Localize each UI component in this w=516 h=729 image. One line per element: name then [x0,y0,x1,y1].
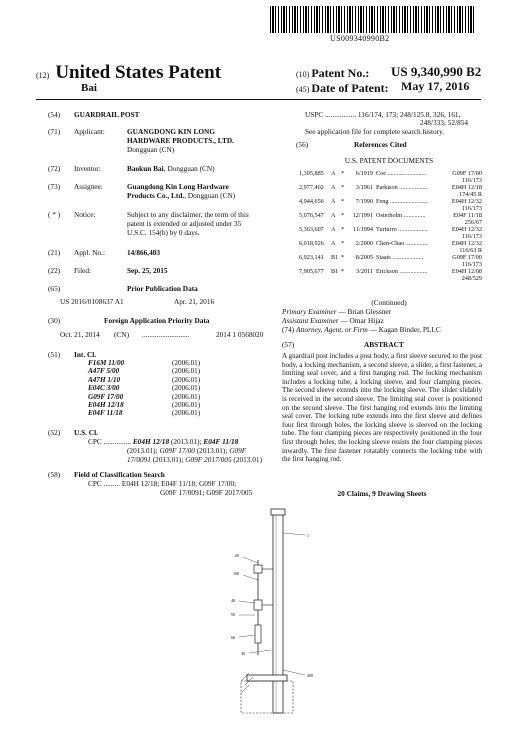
ref-class: G09F 17/00 116/173 [452,170,482,184]
primary-examiner-label: Primary Examiner [282,307,337,316]
code-74: (74) [282,325,295,334]
base-plate-shape [247,675,287,681]
cpc-sep-2: (2013.01); [127,446,160,455]
field-notice [48,210,278,238]
ref-label-100: 100 [233,571,239,576]
reference-row [299,212,482,226]
inventor-name: Baokun Bai [127,164,164,173]
reference-row [299,198,482,212]
prior-pub-date: Apr. 21, 2016 [174,297,215,306]
code-21: (21) [48,248,61,257]
patent-no-value: US 9,340,990 B2 [391,64,482,79]
united-states-patent: United States Patent [55,62,222,83]
int-cl-row [88,384,200,392]
claims-summary: 20 Claims, 9 Drawing Sheets [337,489,427,498]
us-cl-heading: U.S. Cl. [74,428,98,437]
filed-label: Filed: [74,266,92,275]
code-51: (51) [48,350,61,359]
reference-row [299,226,482,240]
primary-examiner-name: — Brian Glessner [336,307,392,316]
us-cl-line-3 [127,455,262,464]
int-cl-table [88,359,200,418]
reference-row [299,184,482,198]
leader-20 [243,557,258,563]
ref-class: E04H 12/08 248/529 [451,268,482,282]
field-65 [48,284,278,306]
code-72: (72) [48,164,61,173]
ref-date: 11/1994 [352,226,373,233]
appl-no-label: Appl. No.: [74,248,106,257]
leader-40 [239,601,255,603]
ref-class: G09F 17/00 116/173 [452,254,482,268]
ref-class: E04H 12/32 116/173 [451,198,482,212]
ref-inventor: Osterholm .............. [376,212,426,219]
ref-kind: A [331,240,336,247]
foreign-priority-date: Oct. 21, 2014 [60,330,100,339]
assistant-examiner-name: — Omar Hijaz [338,316,384,325]
ref-star: * [341,184,345,191]
field-search-line-1: CPC ......... E04H 12/18; E04F 11/18; G09F 17/00; [88,479,237,488]
code-65: (65) [48,284,61,293]
ref-date: 12/1991 [352,212,373,219]
references-cited-heading: References Cited [354,140,407,149]
inventor-surname: Bai [81,82,97,94]
field-73 [48,182,278,202]
assignee-label: Assignee: [74,182,103,191]
foreign-priority-number: 2014 1 0568020 [216,330,264,339]
int-cl-code: E04C 3/00 [88,384,120,393]
ref-star: * [341,226,345,233]
field-22 [48,266,278,276]
applicant-label: Applicant: [74,127,105,136]
ref-date: 2/2000 [355,240,373,247]
leader-30 [249,650,271,653]
cpc-sep-3: (2013.01); [194,446,230,455]
int-cl-row [88,367,200,375]
applicant-name-1: GUANGDONG KIN LONG [127,127,215,136]
ref-label-30: 30 [241,651,245,656]
ref-star: * [341,240,345,247]
int-cl-code: E04H 12/18 [88,401,124,410]
int-cl-row [88,409,200,417]
field-56 [296,140,482,150]
cpc-17-0091: 17/0091 [127,455,151,464]
code-57: (57) [282,340,295,349]
field-58 [48,470,280,498]
ref-class: E04H 12/32 116/173 [451,226,482,240]
ref-number: 5,076,547 [299,212,324,219]
code-45: (45) [296,85,310,94]
primary-examiner [282,307,391,316]
assignee-line-2: Products Co., Ltd. [127,191,185,200]
ref-inventor: Staats .................... [376,254,424,261]
foreign-priority-heading: Foreign Application Priority Data [104,316,210,325]
patent-barcode [270,6,475,33]
date-of-patent-line [296,81,486,95]
code-54: (54) [48,110,61,119]
ref-date: 3/2011 [356,268,373,275]
cpc-sep-4: (2013.01); [150,455,186,464]
ref-star: * [341,212,345,219]
cpc-g09f-17: G09F 17/00 [159,446,195,455]
foreign-priority-dots: .......................... [142,330,190,339]
cpc-sep-1: (2013.01); [169,437,204,446]
ref-label-60: 60 [231,635,235,640]
cpc-g09f: G09F [229,446,247,455]
attorney-value: — Kagan Binder, PLLC [367,325,441,334]
ref-star: * [341,198,345,205]
cpc-e04f: E04F 11/18 [203,437,239,446]
header-rule [36,99,481,100]
field-71 [48,127,278,157]
int-cl-code: A47F 5/00 [88,367,120,376]
ref-label-40: 40 [231,598,235,603]
continued-note: (Continued) [371,298,407,307]
ref-inventor: Feng ........................ [376,198,428,205]
int-cl-code: F16M 11/00 [88,359,125,367]
code-30: (30) [48,316,61,325]
field-52 [48,428,280,468]
int-cl-code: E04F 11/18 [88,409,123,418]
ref-date: 7/1990 [355,198,373,205]
clamp-low-shape [255,625,261,643]
ref-number: 6,018,926 [299,240,324,247]
code-71: (71) [48,127,61,136]
ground-block-shape [241,681,293,713]
patent-no-label: Patent No.: [311,66,370,80]
field-30 [48,316,280,338]
ref-kind: A [331,170,336,177]
field-51 [48,350,280,430]
field-72 [48,164,278,174]
appl-no-value: 14/866,403 [127,248,161,257]
leader-200 [283,670,305,675]
cpc-g09f-2017: G09F 2017/005 [185,455,232,464]
reference-row [299,268,482,282]
applicant-name-2: HARDWARE PRODUCTS., LTD. [127,136,234,145]
reference-row [299,254,482,268]
attorney-label: Attorney, Agent, or Firm [296,325,368,334]
ref-star: * [341,170,345,177]
patent-number-line [296,66,486,80]
uspc-line-1: USPC ................. 116/174, 173; 248/125.8, 326, 161, [305,110,461,119]
ref-label-20: 20 [235,553,239,558]
leader-100 [243,575,258,580]
prior-pub-heading: Prior Publication Data [127,284,198,293]
notice-line-1: Subject to any disclaimer, the term of this [127,210,249,219]
uspc-line-2: 248/333; 52/854 [420,118,469,127]
ref-inventor: Turturro ................... [376,226,428,233]
ref-label-1: 1 [307,533,309,538]
notice-label: Notice: [74,210,96,219]
cpc-sep-5: (2013.01) [231,455,263,464]
guardrail-post-drawing [225,505,345,720]
ref-kind: A [331,184,336,191]
int-cl-version: (2006.01) [172,401,201,410]
ref-number: 6,923,141 [299,254,324,261]
code-22: (22) [48,266,61,275]
post-body-shape [273,513,283,713]
post-cap-shape [271,509,285,515]
int-cl-row [88,393,200,401]
int-cl-row [88,359,200,367]
code-12: (12) [36,71,50,80]
publication-number: US009340990B2 [330,34,390,43]
us-cl-line-2 [127,446,246,455]
prior-pub-number: US 2016/0108637 A1 [60,297,124,306]
ref-class: E04H 12/18 174/45 R [451,184,482,198]
ref-label-50: 50 [231,612,235,617]
filed-value: Sep. 25, 2015 [127,266,168,275]
assignee-location: , Dongguan (CN) [184,191,236,200]
int-cl-version: (2006.01) [172,392,201,401]
field-search-line-2: G09F 17/0091; G09F 2017/005 [160,488,253,497]
field-57 [282,340,482,350]
int-cl-version: (2006.01) [172,409,201,418]
ref-number: 2,977,402 [299,184,324,191]
clamp-mid-shape [254,600,262,610]
ref-star: * [341,268,345,275]
ref-class: E04H 12/32 116/63 R [451,240,482,254]
foreign-priority-country: (CN) [114,330,129,339]
code-73: (73) [48,182,61,191]
date-of-patent-value: May 17, 2016 [401,79,470,93]
int-cl-code: G09F 17/00 [88,392,124,401]
see-application-note: See application file for complete search history. [305,127,445,136]
ref-kind: A [331,198,336,205]
int-cl-version: (2006.01) [172,375,201,384]
int-cl-row [88,376,200,384]
ref-label-200: 200 [307,673,313,678]
ref-inventor: Coe ......................... [376,170,427,177]
abstract-heading: ABSTRACT [364,340,404,349]
field-74 [282,325,441,334]
assignee-line-1: Guangdong Kin Long Hardware [127,182,229,191]
cpc-label: CPC ............... [88,437,131,446]
ref-class: E04F 11/18 256/67 [453,212,482,226]
ref-number: 7,905,677 [299,268,324,275]
ref-number: 5,363,607 [299,226,324,233]
notice-line-2: patent is extended or adjusted under 35 [127,219,242,228]
clamp-top-shape [254,565,262,573]
int-cl-version: (2006.01) [172,384,201,393]
reference-row [299,240,482,254]
ref-number: 1,305,885 [299,170,324,177]
field-21 [48,248,278,258]
ref-kind: A [331,226,336,233]
int-cl-version: (2006.01) [172,359,201,367]
invention-title: GUARDRAIL POST [74,110,140,119]
ref-number: 4,944,656 [299,198,324,205]
inventor-label: Inventor: [74,164,101,173]
ref-date: 8/2005 [355,254,373,261]
references-table [299,170,482,282]
int-cl-code: A47H 1/10 [88,375,121,384]
us-cl-line-1 [88,437,238,446]
assistant-examiner [282,316,384,325]
int-cl-row [88,401,200,409]
applicant-location: Dongguan (CN) [127,145,175,154]
field-54 [48,110,278,120]
code-58: (58) [48,470,61,479]
ref-date: 6/1919 [355,170,373,177]
ref-inventor: Parkison .................. [376,184,428,191]
reference-row [299,170,482,184]
ref-kind: A [331,212,336,219]
abstract-text: A guardrail post includes a post body, a first sleeve secured to the post body, a locking mechanism, a second sleeve, a slider, a first fastener, a limiting seal cover, and a first hanging rod. The locking mechanism includes a locking tube, a locking sleeve, and four clamping pieces. The second sleeve extends into the locking sleeve. The slider slidably is received in the second sleeve. The limiting seal cover is positioned on the second sleeve. The first hanging rod extends into the limiting seal cover. The locking tube extends into the first sleeve and defines four first through holes, the locking sleeve is sleeved on the locking tube. The four clamping pieces are respectively positioned in the four first through holes, the locking sleeve resists the four clamping pieces inwardly. The first fastener rotatably connects the locking tube with the first hanging rod. [282,352,482,464]
ref-star: * [341,254,345,261]
ref-kind: B1 [331,268,339,275]
ref-inventor: Erickson .................. [376,268,428,275]
code-notice: ( * ) [48,210,61,219]
cpc-e04h: E04H 12/18 [132,437,170,446]
patent-title-header [36,62,221,84]
ref-inventor: Chen-Chao .............. [376,240,428,247]
code-10: (10) [296,70,310,79]
field-search-heading: Field of Classification Search [74,470,165,479]
leader-1 [283,533,305,535]
us-patent-documents-heading: U.S. PATENT DOCUMENTS [344,156,434,165]
notice-line-3: U.S.C. 154(b) by 0 days. [127,228,200,237]
inventor-location: , Dongguan (CN) [163,164,215,173]
ref-kind: B1 [331,254,339,261]
int-cl-heading: Int. Cl. [74,350,97,359]
date-of-patent-label: Date of Patent: [311,81,389,95]
code-56: (56) [296,140,309,149]
int-cl-version: (2006.01) [172,367,201,376]
leader-60 [239,635,255,637]
ref-date: 3/1961 [355,184,373,191]
assistant-examiner-label: Assistant Examiner [282,316,339,325]
code-52: (52) [48,428,61,437]
